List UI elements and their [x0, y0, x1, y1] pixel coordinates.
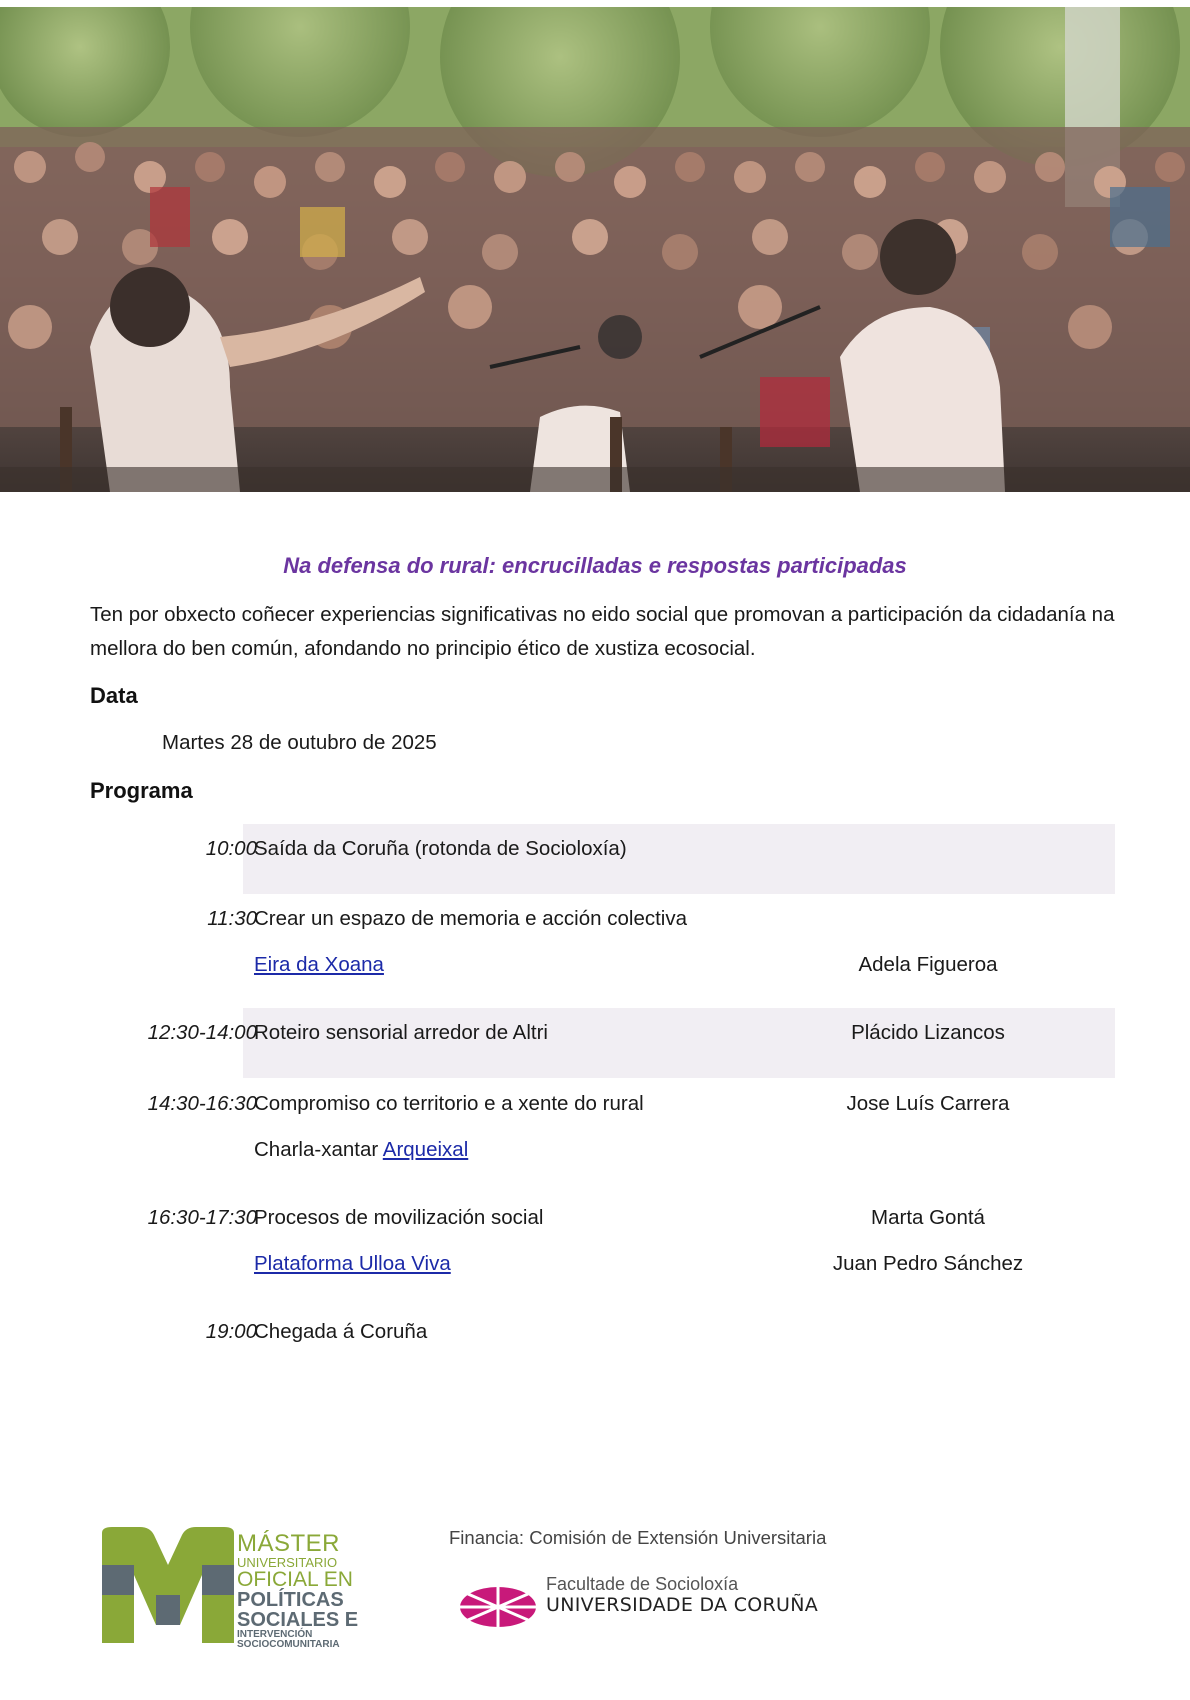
schedule-speaker-2: Juan Pedro Sánchez: [832, 1252, 1024, 1275]
crowd-photo-illustration: [0, 7, 1190, 492]
schedule-subline: [254, 1138, 468, 1162]
master-line-7: SOCIOCOMUNITARIA: [237, 1639, 340, 1650]
schedule-activity: Saída da Coruña (rotonda de Socioloxía): [254, 837, 627, 860]
university-name: UNIVERSIDADE DA CORUÑA: [546, 1593, 819, 1616]
udc-logo-text: [546, 1575, 818, 1616]
event-title: Na defensa do rural: encrucilladas e respostas participadas: [283, 553, 907, 578]
schedule-activity: Procesos de movilización social: [254, 1206, 544, 1229]
schedule-time: 12:30-14:00: [147, 1021, 257, 1044]
schedule-activity: Chegada á Coruña: [254, 1320, 428, 1343]
hero-photo: [0, 7, 1190, 492]
date-value: Martes 28 de outubro de 2025: [162, 731, 437, 754]
schedule-row: [90, 1192, 1115, 1306]
schedule-activity: Crear un espazo de memoria e acción colectiva: [254, 907, 687, 930]
master-line-2: UNIVERSITARIO: [237, 1555, 338, 1570]
master-logo-text: [237, 1532, 358, 1650]
eira-da-xoana-link[interactable]: Eira da Xoana: [254, 953, 384, 976]
schedule-row: [90, 1078, 1115, 1192]
subline-prefix: Charla-xantar: [254, 1138, 379, 1161]
schedule-speaker: Marta Gontá: [871, 1206, 985, 1229]
udc-emblem-icon: [458, 1585, 538, 1630]
schedule-row: [90, 824, 1115, 894]
master-line-1: MÁSTER: [237, 1530, 341, 1557]
schedule-speaker: Plácido Lizancos: [851, 1021, 1005, 1044]
date-heading: Data: [90, 683, 138, 708]
master-line-3: OFICIAL EN: [237, 1568, 353, 1591]
program-heading: Programa: [90, 778, 193, 803]
schedule-time: 16:30-17:30: [147, 1206, 257, 1229]
schedule-row: [90, 1306, 1115, 1376]
master-line-6: INTERVENCIÓN: [237, 1629, 313, 1640]
arqueixal-link[interactable]: Arqueixal: [382, 1138, 469, 1161]
schedule-time: 19:00: [205, 1320, 257, 1343]
master-line-4: POLÍTICAS: [237, 1589, 344, 1611]
schedule-activity: Roteiro sensorial arredor de Altri: [254, 1021, 548, 1044]
schedule-speaker: Adela Figueroa: [858, 953, 998, 976]
plataforma-ulloa-viva-link[interactable]: Plataforma Ulloa Viva: [254, 1252, 451, 1275]
schedule-row: [90, 1008, 1115, 1078]
schedule-row: [90, 894, 1115, 1008]
schedule-activity: Compromiso co territorio e a xente do rural: [254, 1092, 644, 1115]
schedule-time: 14:30-16:30: [147, 1092, 257, 1115]
event-description: Ten por obxecto coñecer experiencias significativas no eido social que promovan a participación da cidadanía na mellora do ben común, afondando no principio ético de xustiza ecosocial.: [90, 603, 1115, 660]
schedule-speaker: Jose Luís Carrera: [846, 1092, 1010, 1115]
faculty-name: Facultade de Socioloxía: [546, 1574, 739, 1594]
master-line-5: SOCIALES E: [237, 1609, 359, 1631]
schedule-time: 10:00: [205, 837, 257, 860]
funding-note: Financia: Comisión de Extensión Universitaria: [449, 1527, 827, 1548]
schedule-time: 11:30: [207, 907, 257, 930]
